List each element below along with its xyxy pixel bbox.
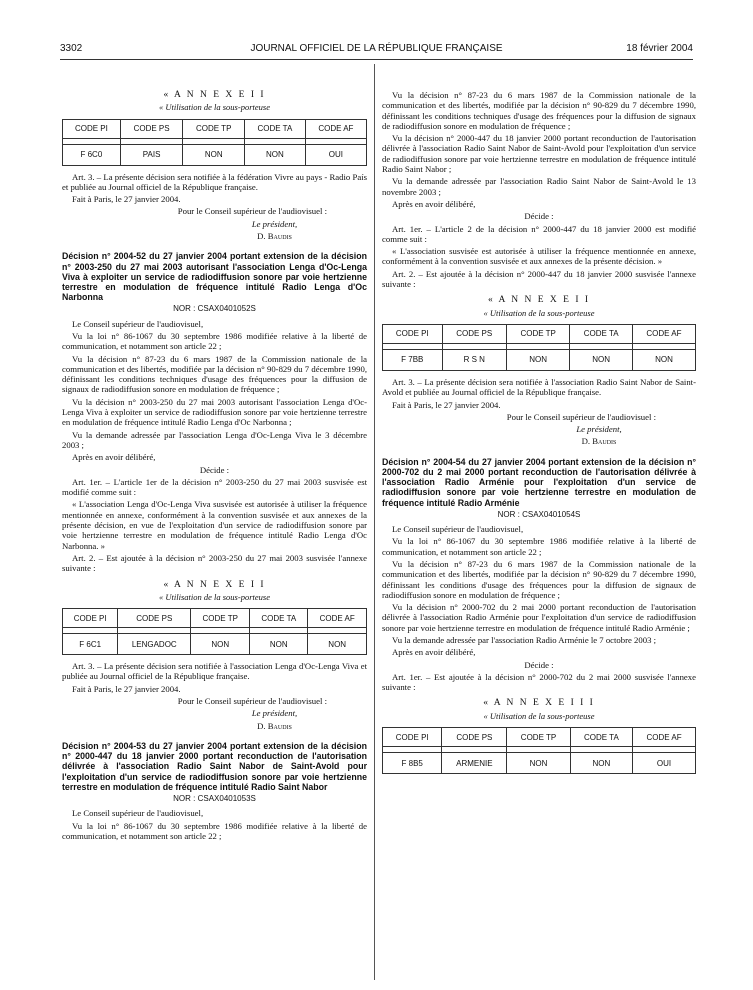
col-header: CODE TP <box>507 728 570 747</box>
decision-title: Décision n° 2004-53 du 27 janvier 2004 portant extension de la décision n° 2000-447 du 18 janvier 2000 portant reconduction de l'autorisation délivrée à l'association Radio Saint Nabor de Saint-Avold pour l'exploitation d'un service de radiodiffusion sonore par voie hertzienne terrestre en modulation de fréquence intitulé Radio Saint Nabor <box>62 740 367 792</box>
paragraph: Fait à Paris, le 27 janvier 2004. <box>72 194 181 205</box>
col-header: CODE AF <box>305 119 366 138</box>
col-header: CODE TP <box>191 609 250 628</box>
annex-subtitle: « Utilisation de la sous-porteuse <box>483 710 595 721</box>
paragraph: Vu la loi n° 86-1067 du 30 septembre 1986 modifiée relative à la liberté de communication, et notamment son article 22 ; <box>62 820 367 841</box>
decide-line: Décide : <box>199 464 230 475</box>
paragraph: Art. 2. – Est ajoutée à la décision n° 2003-250 du 27 mai 2003 susvisée l'annexe suivante : <box>62 552 367 574</box>
paragraph: Vu la décision n° 2000-702 du 2 mai 2000 portant reconduction de l'autorisation délivrée à l'association Radio Arménie pour l'exploitation d'un service de radiodiffusion sonore par voie hertzienne terrestre en modulation de fréquence intitulé Radio Arménie ; <box>382 602 696 633</box>
col-header: CODE PS <box>442 728 507 747</box>
col-header: CODE TP <box>183 119 245 138</box>
nor-reference: NOR : CSAX0401054S <box>497 509 581 519</box>
paragraph: Le Conseil supérieur de l'audiovisuel, <box>72 808 204 819</box>
table-cell: NON <box>308 634 367 655</box>
col-header: CODE TP <box>506 324 569 343</box>
table-row <box>63 634 367 655</box>
decision-title: Décision n° 2004-52 du 27 janvier 2004 portant extension de la décision n° 2003-250 du 27 mai 2003 autorisant l'association Lenga d'Oc-Lenga Viva à exploiter un service de radiodiffusion sonore par voie hertzienne terrestre en modulation de fréquence intitulé Radio Lenga d'Oc Narbonna <box>62 251 367 303</box>
table-cell: NON <box>183 144 245 165</box>
table-header-row <box>63 609 367 628</box>
table-cell: ARMENIE <box>442 753 507 774</box>
page-header <box>60 43 693 57</box>
paragraph: Art. 3. – La présente décision sera notifiée à la fédération Vivre au pays - Radio País et publiée au Journal officiel de la République française. <box>62 171 367 192</box>
paragraph: Après en avoir délibéré, <box>392 647 476 658</box>
table-cell: LENGADOC <box>118 634 191 655</box>
signature-name: D. Baudis <box>257 231 292 242</box>
table-cell: NON <box>245 144 306 165</box>
annex-subtitle: « Utilisation de la sous-porteuse <box>159 591 270 602</box>
paragraph: Vu la demande adressée par l'association Lenga d'Oc-Lenga Viva le 3 décembre 2003 ; <box>62 429 367 450</box>
issue-date: 18 février 2004 <box>626 43 693 54</box>
table-cell: R S N <box>442 349 506 370</box>
decision-title: Décision n° 2004-54 du 27 janvier 2004 portant extension de la décision n° 2000-702 du 2 mai 2000 portant reconduction de l'autorisation délivrée à l'association Radio Arménie pour l'exploitation d'un service de radiodiffusion sonore par voie hertzienne terrestre en modulation de fréquence intitulé Radio Arménie <box>382 456 696 508</box>
paragraph: Art. 2. – Est ajoutée à la décision n° 2000-447 du 18 janvier 2000 susvisée l'annexe suivante : <box>382 268 696 290</box>
table-cell: NON <box>507 753 570 774</box>
annex-table <box>62 119 367 166</box>
signature-name: D. Baudis <box>581 436 617 447</box>
annex-title: « A N N E X E I I <box>163 90 266 100</box>
paragraph: Le Conseil supérieur de l'audiovisuel, <box>72 318 204 329</box>
paragraph: Vu la décision n° 87-23 du 6 mars 1987 de la Commission nationale de la communication et des libertés, modifiée par la décision n° 90-829 du 7 décembre 1990, définissant les conditions techniques d'usage des fréquences pour la diffusion de signaux de radiodiffusion sonore en modulation de fréquence ; <box>62 353 367 395</box>
annex-title: « A N N E X E I I I <box>483 698 595 709</box>
table-cell: F 6C0 <box>63 144 121 165</box>
col-header: CODE PS <box>118 609 191 628</box>
col-header: CODE TA <box>250 609 308 628</box>
table-row <box>63 144 367 165</box>
paragraph: Art. 3. – La présente décision sera notifiée à l'association Radio Saint Nabor de Saint-Avold et publiée au Journal officiel de la République française. <box>382 376 696 398</box>
paragraph: Vu la loi n° 86-1067 du 30 septembre 1986 modifiée relative à la liberté de communication, et notamment son article 22 ; <box>382 536 696 557</box>
paragraph: Le Conseil supérieur de l'audiovisuel, <box>392 524 524 535</box>
paragraph: Vu la décision n° 87-23 du 6 mars 1987 de la Commission nationale de la communication et des libertés, modifiée par la décision n° 90-829 du 7 décembre 1990, définissant les conditions techniques d'usage des fréquences pour la diffusion de signaux de radiodiffusion sonore en modulation de fréquence ; <box>382 90 696 131</box>
table-cell: OUI <box>305 144 366 165</box>
header-rule <box>60 59 693 60</box>
signature-line: Pour le Conseil supérieur de l'audiovisuel : <box>506 411 656 422</box>
signature-line: Pour le Conseil supérieur de l'audiovisuel : <box>177 696 327 706</box>
annex-subtitle: « Utilisation de la sous-porteuse <box>159 102 270 113</box>
paragraph: Fait à Paris, le 27 janvier 2004. <box>392 399 501 410</box>
signature-name: D. Baudis <box>257 720 292 731</box>
table-cell: PAIS <box>120 144 183 165</box>
column-divider <box>374 64 375 980</box>
table-row <box>383 349 696 370</box>
col-header: CODE TA <box>570 728 632 747</box>
annex-table <box>62 608 367 655</box>
paragraph: Vu la décision n° 87-23 du 6 mars 1987 de la Commission nationale de la communication et des libertés, modifiée par la décision n° 90-829 du 7 décembre 1990, définissant les conditions d'usage des fréquences pour la diffusion de signaux de radiodiffusion sonore en modulation de fréquence ; <box>382 558 696 600</box>
table-header-row <box>63 119 367 138</box>
table-header-row <box>383 324 696 343</box>
signature-title: Le président, <box>251 218 298 229</box>
table-cell: NON <box>191 634 250 655</box>
paragraph: Après en avoir délibéré, <box>72 452 156 463</box>
annex-table <box>382 324 696 371</box>
table-cell: F 7BB <box>383 349 443 370</box>
annex-title: « A N N E X E I I <box>487 295 591 306</box>
paragraph: Vu la décision n° 2000-447 du 18 janvier 2000 portant reconduction de l'autorisation délivrée à l'association Radio Saint Nabor de Saint-Avold pour l'exploitation d'un service de radiodiffusion sonore par voie hertzienne terrestre en modulation de fréquence intitulé Radio Saint Nabor ; <box>382 133 696 175</box>
nor-reference: NOR : CSAX0401052S <box>173 304 256 314</box>
table-cell: NON <box>506 349 569 370</box>
table-cell: NON <box>570 753 632 774</box>
decide-line: Décide : <box>524 659 554 670</box>
left-column <box>62 84 367 843</box>
paragraph: Art. 1er. – L'article 2 de la décision n° 2000-447 du 18 janvier 2000 est modifié comme suit : <box>382 223 696 244</box>
col-header: CODE PS <box>442 324 506 343</box>
paragraph: Fait à Paris, le 27 janvier 2004. <box>72 683 181 694</box>
signature-title: Le président, <box>576 424 622 435</box>
paragraph: Vu la loi n° 86-1067 du 30 septembre 1986 modifiée relative à la liberté de communication, et notamment son article 22 ; <box>62 330 367 352</box>
paragraph: « L'association Lenga d'Oc-Lenga Viva susvisée est autorisée à utiliser la fréquence mentionnée en annexe, conformément à la convention susvisée et aux annexes de la présente décision, en vue de l'exploitation d'un service de radiodiffusion sonore par voie hertzienne terrestre en modulation de fréquence intitulé Radio Lenga d'Oc Narbonna. » <box>62 499 367 551</box>
col-header: CODE AF <box>632 324 695 343</box>
paragraph: Art. 1er. – Est ajoutée à la décision n° 2000-702 du 2 mai 2000 susvisée l'annexe suivante : <box>382 671 696 693</box>
paragraph: Art. 3. – La présente décision sera notifiée à l'association Lenga d'Oc-Lenga Viva et publiée au Journal officiel de la République française. <box>62 661 367 682</box>
col-header: CODE TA <box>570 324 633 343</box>
paragraph: Après en avoir délibéré, <box>392 198 476 209</box>
paragraph: Vu la demande adressée par l'association Radio Arménie le 7 octobre 2003 ; <box>392 635 656 645</box>
table-cell: NON <box>250 634 308 655</box>
annex-table <box>382 727 696 774</box>
signature-title: Le président, <box>251 708 298 719</box>
col-header: CODE PS <box>120 119 183 138</box>
right-column <box>382 90 696 780</box>
decide-line: Décide : <box>524 211 554 222</box>
table-cell: F 8B5 <box>383 753 442 774</box>
col-header: CODE PI <box>383 728 442 747</box>
paragraph: « L'association susvisée est autorisée à utiliser la fréquence mentionnée en annexe, conformément à la convention susvisée et aux annexes de la présente décision. » <box>382 246 696 267</box>
table-row <box>383 753 696 774</box>
table-cell: NON <box>632 349 695 370</box>
table-cell: F 6C1 <box>63 634 118 655</box>
col-header: CODE PI <box>63 609 118 628</box>
annex-subtitle: « Utilisation de la sous-porteuse <box>483 307 595 318</box>
page-number: 3302 <box>60 43 83 54</box>
nor-reference: NOR : CSAX0401053S <box>173 793 256 803</box>
col-header: CODE AF <box>308 609 367 628</box>
table-header-row <box>383 728 696 747</box>
signature-line: Pour le Conseil supérieur de l'audiovisuel : <box>177 206 327 217</box>
col-header: CODE PI <box>383 324 443 343</box>
paragraph: Vu la décision n° 2003-250 du 27 mai 2003 autorisant l'association Lenga d'Oc-Lenga Viva à exploiter un service de radiodiffusion sonore par voie hertzienne terrestre en modulation de fréquence intitulé Radio Lenga d'Oc Narbonna ; <box>62 396 367 428</box>
col-header: CODE TA <box>245 119 306 138</box>
journal-title: JOURNAL OFFICIEL DE LA RÉPUBLIQUE FRANÇAISE <box>250 43 503 54</box>
annex-title: « A N N E X E I I <box>163 579 266 590</box>
paragraph: Vu la demande adressée par l'association Radio Saint Nabor de Saint-Avold le 13 novembre 2003 ; <box>382 176 696 197</box>
col-header: CODE AF <box>633 728 696 747</box>
paragraph: Art. 1er. – L'article 1er de la décision n° 2003-250 du 27 mai 2003 susvisée est modifié comme suit : <box>62 476 367 498</box>
table-cell: NON <box>570 349 633 370</box>
col-header: CODE PI <box>63 119 121 138</box>
table-cell: OUI <box>633 753 696 774</box>
